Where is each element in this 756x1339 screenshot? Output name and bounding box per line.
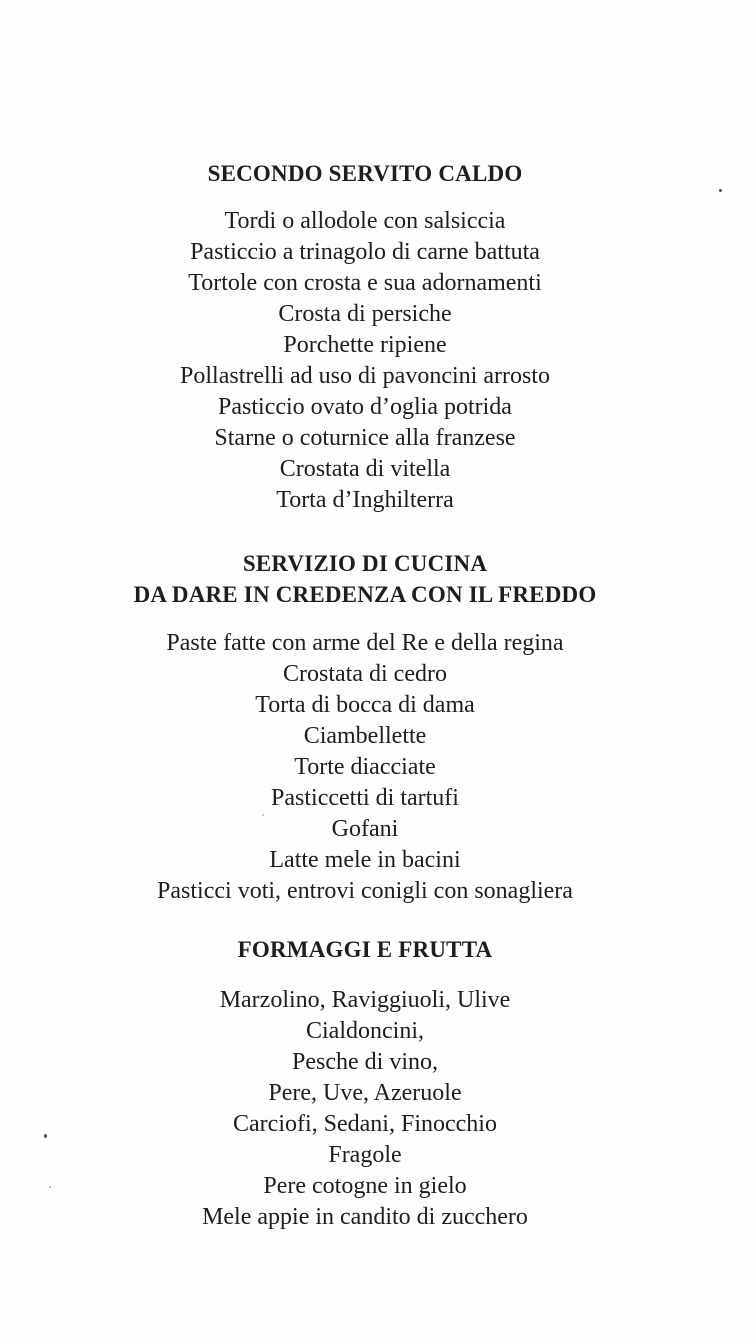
list-item: Fragole xyxy=(328,1142,402,1168)
section-heading: SECONDO SERVITO CALDO xyxy=(207,161,523,186)
list-item: Torte diacciate xyxy=(294,754,436,780)
list-item: Marzolino, Raviggiuoli, Ulive xyxy=(219,987,511,1013)
list-item: Pollastrelli ad uso di pavoncini arrosto xyxy=(180,363,550,389)
paper-speck xyxy=(262,814,264,816)
list-item: Torta di bocca di dama xyxy=(255,692,475,718)
list-item: Crostata di vitella xyxy=(279,456,451,482)
list-item: Torta d’Inghilterra xyxy=(276,487,454,513)
section-servizio-di-cucina xyxy=(0,548,730,907)
paper-speck xyxy=(719,189,722,192)
list-item: Pasticcetti di tartufi xyxy=(271,785,459,811)
section-heading-line-1: SERVIZIO DI CUCINA xyxy=(242,551,488,576)
list-item: Pasticcio ovato d’oglia potrida xyxy=(218,394,512,420)
dish-list xyxy=(0,628,730,907)
list-item: Mele appie in candito di zucchero xyxy=(202,1204,528,1230)
section-formaggi-e-frutta xyxy=(0,934,730,1233)
list-item: Crostata di cedro xyxy=(283,661,447,687)
list-item: Porchette ripiene xyxy=(283,332,447,358)
list-item: Pasticci voti, entrovi conigli con sonagliera xyxy=(157,878,573,904)
list-item: Carciofi, Sedani, Finocchio xyxy=(233,1111,497,1137)
list-item: Tordi o allodole con salsiccia xyxy=(224,208,506,234)
list-item: Pere cotogne in gielo xyxy=(263,1173,467,1199)
list-item: Crosta di persiche xyxy=(278,301,452,327)
section-secondo-servito-caldo xyxy=(0,158,730,516)
paper-speck xyxy=(44,1134,47,1138)
section-heading-line-2: DA DARE IN CREDENZA CON IL FREDDO xyxy=(133,582,597,607)
paper-speck xyxy=(49,1186,51,1188)
dish-list xyxy=(0,206,730,516)
list-item: Pesche di vino, xyxy=(292,1049,438,1075)
dish-list xyxy=(0,985,730,1233)
list-item: Latte mele in bacini xyxy=(269,847,461,873)
list-item: Paste fatte con arme del Re e della regina xyxy=(166,630,564,656)
list-item: Pasticcio a trinagolo di carne battuta xyxy=(190,239,540,265)
list-item: Gofani xyxy=(331,816,399,842)
list-item: Cialdoncini, xyxy=(306,1018,424,1044)
list-item: Pere, Uve, Azeruole xyxy=(268,1080,462,1106)
list-item: Starne o coturnice alla franzese xyxy=(214,425,516,451)
list-item: Ciambellette xyxy=(303,723,427,749)
list-item: Tortole con crosta e sua adornamenti xyxy=(188,270,542,296)
section-heading: FORMAGGI E FRUTTA xyxy=(237,937,493,962)
